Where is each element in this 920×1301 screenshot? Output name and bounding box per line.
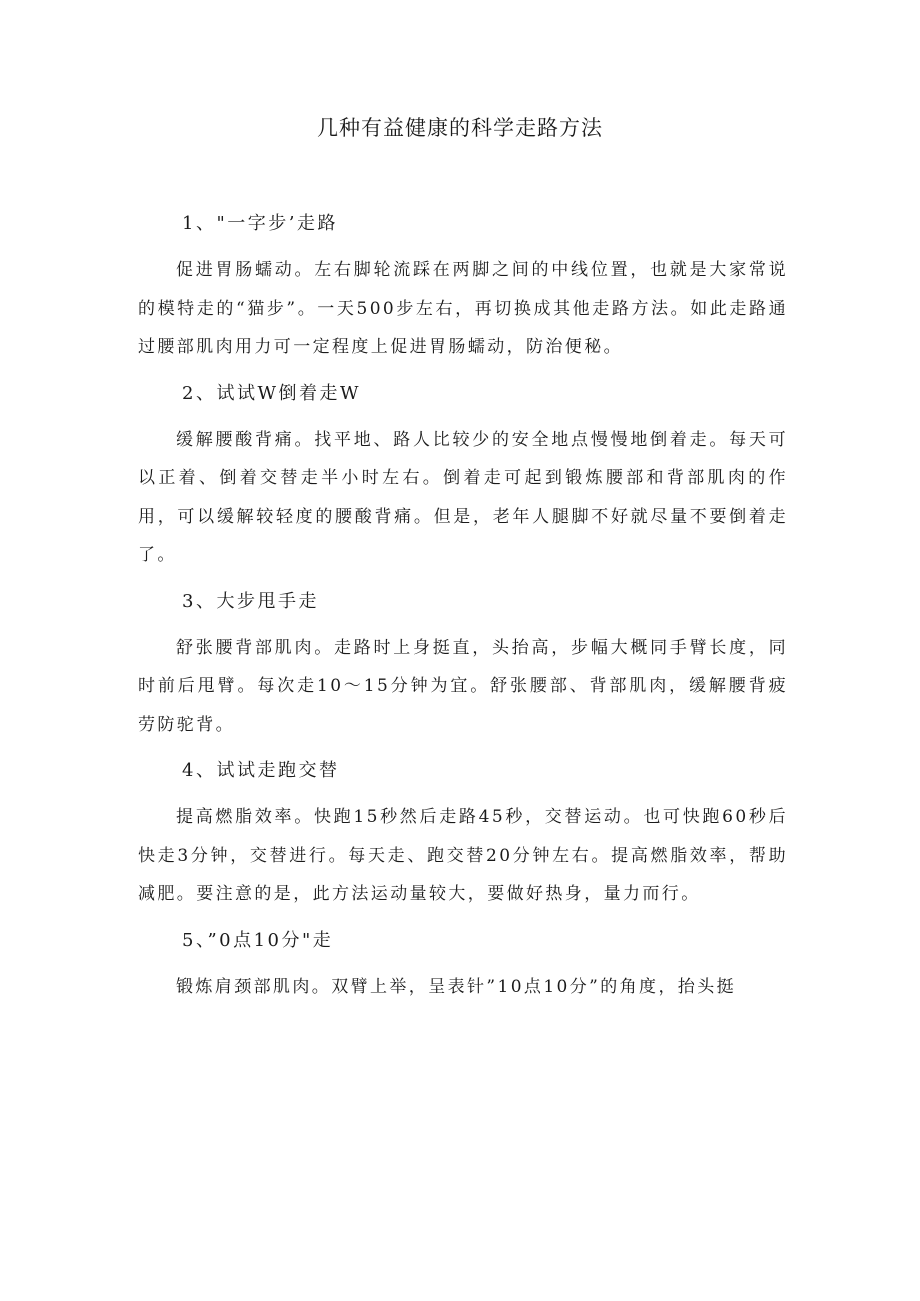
section-2 xyxy=(138,376,788,575)
section-heading: 2、试试W倒着走W xyxy=(182,382,361,404)
section-3 xyxy=(138,584,788,745)
section-heading: 3、大步甩手走 xyxy=(182,590,319,612)
section-heading: 4、试试走跑交替 xyxy=(182,760,340,781)
section-paragraph: 提高燃脂效率。快跑15秒然后走路45秒，交替运动。也可快跑60秒后快走3分钟，交替进行。每天走、跑交替20分钟左右。提高燃脂效率，帮助减肥。要注意的是，此方法运动量较大，要做好热身，量力而行。 xyxy=(138,807,788,904)
document-title: 几种有益健康的科学走路方法 xyxy=(317,116,603,140)
document-body xyxy=(138,206,788,1006)
section-paragraph: 缓解腰酸背痛。找平地、路人比较少的安全地点慢慢地倒着走。每天可以正着、倒着交替走半小时左右。倒着走可起到锻炼腰部和背部肌肉的作用，可以缓解较轻度的腰酸背痛。但是，老年人腿脚不好就尽量不要倒着走了。 xyxy=(138,429,788,565)
section-1 xyxy=(138,206,788,367)
section-heading: 1、"一字步’走路 xyxy=(182,213,338,234)
section-4 xyxy=(138,753,788,914)
section-paragraph: 舒张腰背部肌肉。走路时上身挺直，头抬高，步幅大概同手臂长度，同时前后甩臂。每次走10〜15分钟为宜。舒张腰部、背部肌肉，缓解腰背疲劳防驼背。 xyxy=(138,637,788,735)
section-5 xyxy=(138,923,788,1007)
section-heading: 5、”0点10分"走 xyxy=(182,929,334,951)
section-paragraph: 锻炼肩颈部肌肉。双臂上举，呈表针”10点10分”的角度，抬头挺 xyxy=(176,976,737,997)
section-paragraph: 促进胃肠蠕动。左右脚轮流踩在两脚之间的中线位置，也就是大家常说的模特走的“猫步”。一天500步左右，再切换成其他走路方法。如此走路通过腰部肌肉用力可一定程度上促进胃肠蠕动，防治便秘。 xyxy=(138,260,788,357)
